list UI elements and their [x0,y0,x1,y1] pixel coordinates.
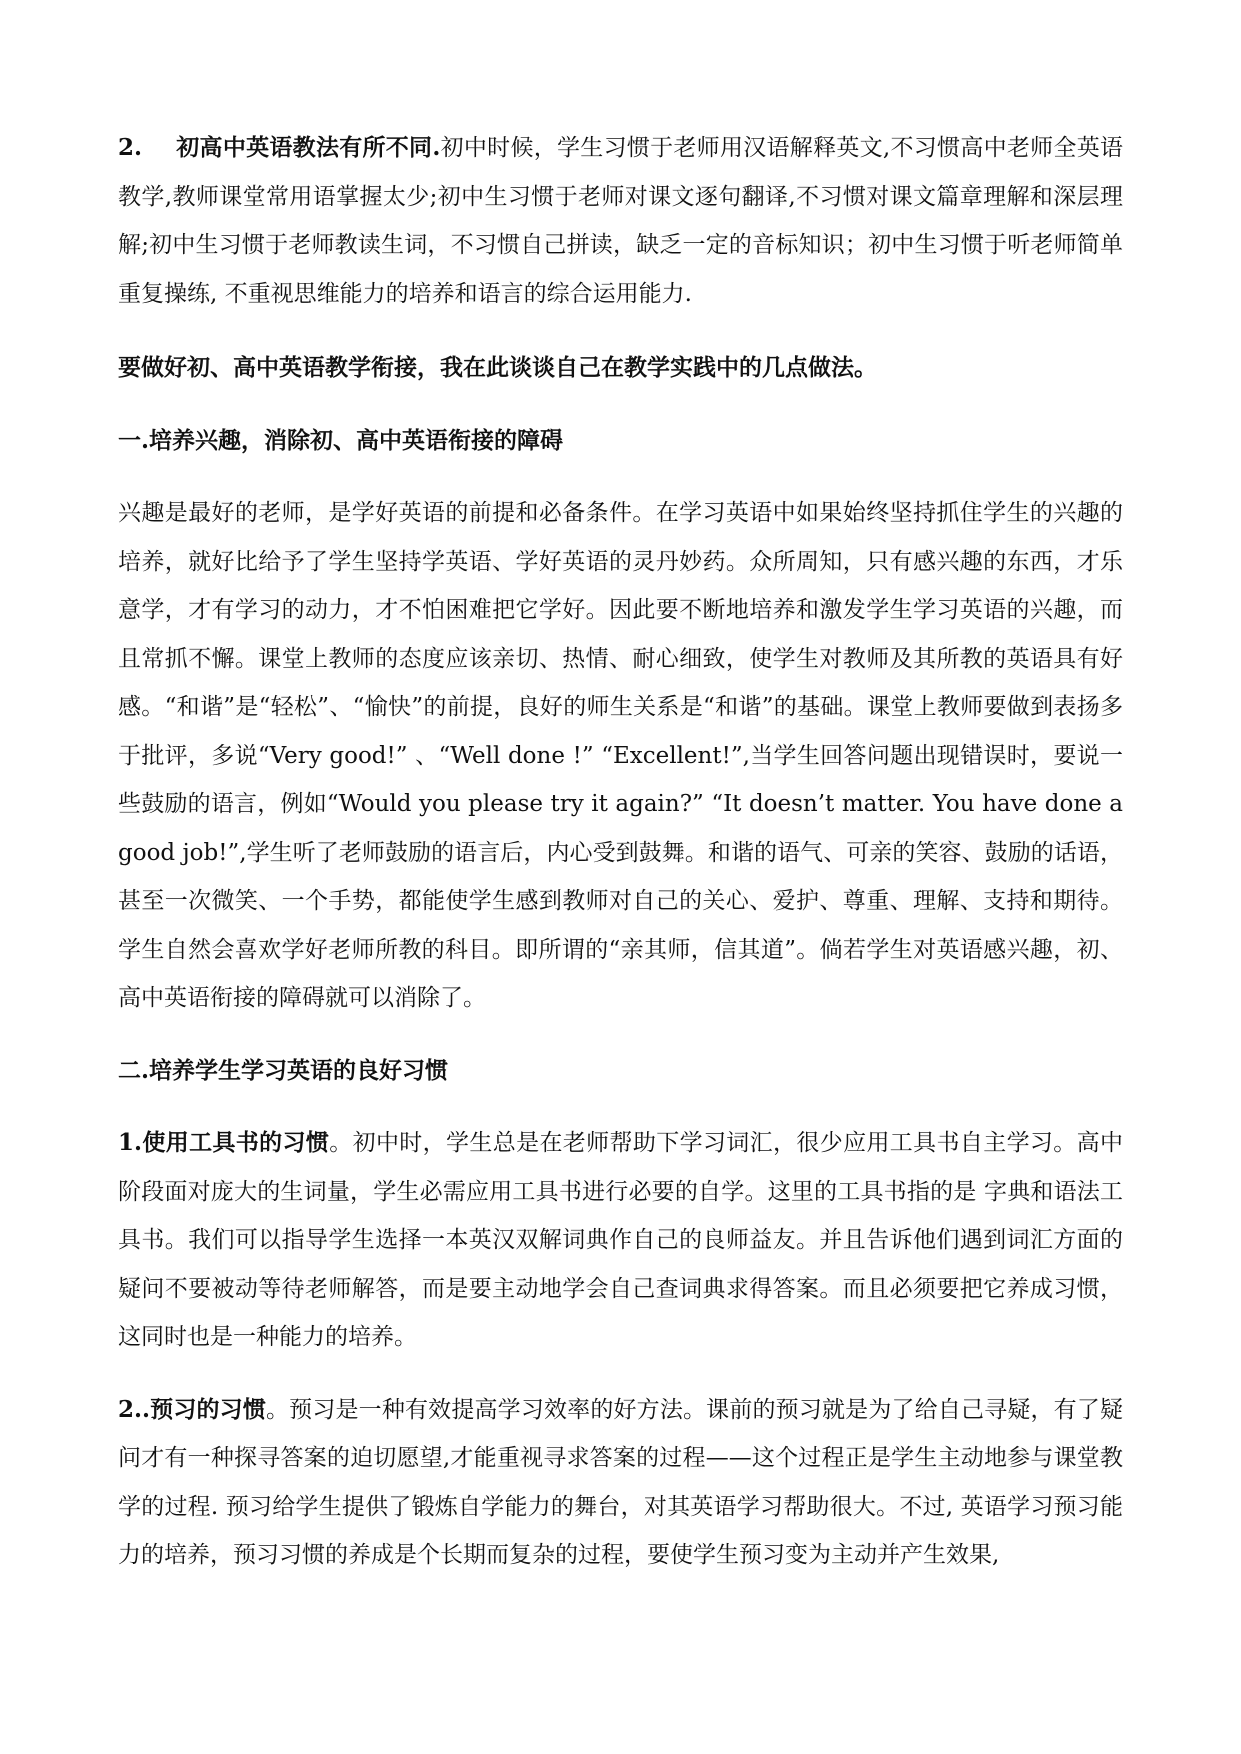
section-2-heading: 二.培养学生学习英语的良好习惯 [118,1056,449,1084]
habit-2-body: 。预习是一种有效提高学习效率的好方法。课前的预习就是为了给自己寻疑，有了疑问才有一种探寻答案的迫切愿望,才能重视寻求答案的过程——这个过程正是学生主动地参与课堂教学的过程. 预习给学生提供了锻炼自学能力的舞台，对其英语学习帮助很大。不过, 英语学习预习能力的培养，预习习惯的养成是个长期而复杂的过程，要使学生预习变为主动并产生效果, [118,1396,1123,1568]
item-2-body: 初中时候，学生习惯于老师用汉语解释英文,不习惯高中老师全英语教学,教师课堂常用语掌握太少;初中生习惯于老师对课文逐句翻译,不习惯对课文篇章理解和深层理解;初中生习惯于老师教读生词，不习惯自己拼读，缺乏一定的音标知识；初中生习惯于听老师简单重复操练, 不重视思维能力的培养和语言的综合运用能力. [118,135,1123,307]
habit-1-title: 1.使用工具书的习惯 [118,1129,330,1156]
habit-2-title: 2..预习的习惯 [118,1395,267,1423]
habit-2-paragraph [118,1386,1123,1580]
item-2-title: 初高中英语教法有所不同. [176,134,441,161]
item-2-number: 2. [118,134,143,161]
section-1-heading: 一.培养兴趣，消除初、高中英语衔接的障碍 [118,426,564,454]
section-1-body: 兴趣是最好的老师，是学好英语的前提和必备条件。在学习英语中如果始终坚持抓住学生的兴趣的培养，就好比给予了学生坚持学英语、学好英语的灵丹妙药。众所周知，只有感兴趣的东西，才乐意学，才有学习的动力，才不怕困难把它学好。因此要不断地培养和激发学生学习英语的兴趣，而且常抓不懈。课堂上教师的态度应该亲切、热情、耐心细致，使学生对教师及其所教的英语具有好感。“和谐”是“轻松”、“愉快”的前提，良好的师生关系是“和谐”的基础。课堂上教师要做到表扬多于批评，多说“Very good!” 、“Well done !” “Excellent!”,当学生回答问题出现错误时，要说一些鼓励的语言，例如“Would you please try it again?” “It doesn’t matter. You have done a good job!”,学生听了老师鼓励的语言后，内心受到鼓舞。和谐的语气、可亲的笑容、鼓励的话语，甚至一次微笑、一个手势，都能使学生感到教师对自己的关心、爱护、尊重、理解、支持和期待。学生自然会喜欢学好老师所教的科目。即所谓的“亲其师，信其道”。倘若学生对英语感兴趣，初、高中英语衔接的障碍就可以消除了。 [118,500,1123,1011]
intro-heading: 要做好初、高中英语教学衔接，我在此谈谈自己在教学实践中的几点做法。 [118,354,877,381]
document-page [118,124,1123,1580]
habit-1-body: 。初中时，学生总是在老师帮助下学习词汇，很少应用工具书自主学习。高中阶段面对庞大的生词量，学生必需应用工具书进行必要的自学。这里的工具书指的是 字典和语法工具书。我们可以指导学生选择一本英汉双解词典作自己的良师益友。并且告诉他们遇到词汇方面的疑问不要被动等待老师解答，而是要主动地学会自己查词典求得答案。而且必须要把它养成习惯，这同时也是一种能力的培养。 [118,1130,1124,1350]
habit-1-paragraph [118,1119,1123,1362]
item-2-paragraph [118,124,1123,318]
